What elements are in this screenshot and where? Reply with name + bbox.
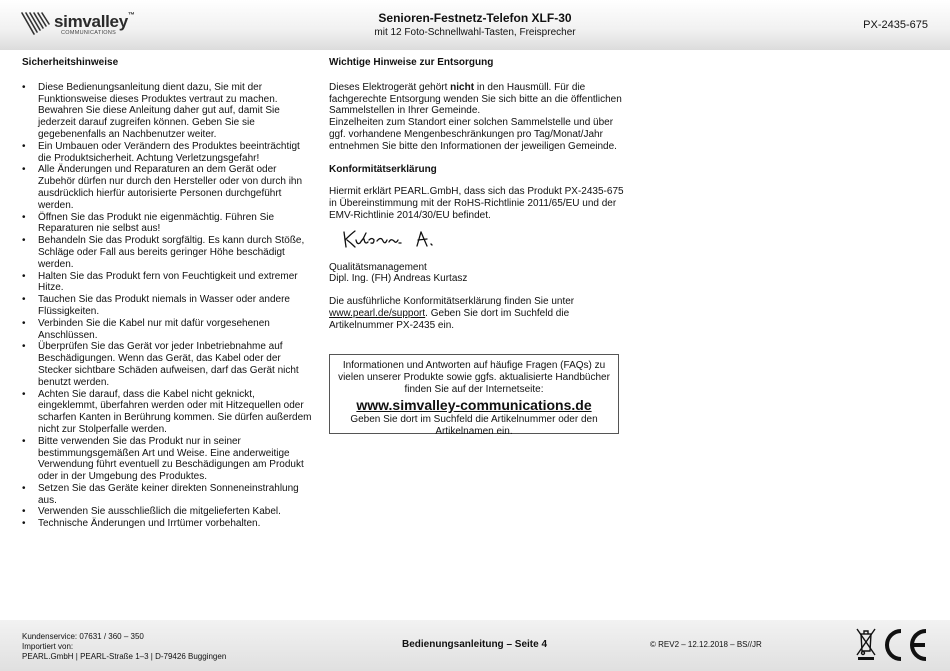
page-subtitle: mit 12 Foto-Schnellwahl-Tasten, Freisprecher bbox=[374, 27, 576, 38]
list-item: • Achten Sie darauf, dass die Kabel nicht geknickt, eingeklemmt, überfahren werden oder mit Hitzequellen oder scharfen Kanten in Berührung kommen. Sie dürfen außerdem nicht zur Stolperfalle werden. bbox=[22, 389, 312, 436]
handwritten-signature bbox=[341, 228, 451, 250]
website-link[interactable]: www.simvalley-communications.de bbox=[356, 397, 592, 413]
faq-outro: Geben Sie dort im Suchfeld die Artikelnummer oder den Artikelnamen ein. bbox=[350, 414, 598, 437]
faq-box bbox=[329, 354, 619, 437]
customer-service: Kundenservice: 07631 / 360 – 350 bbox=[22, 632, 144, 641]
ce-mark-icon bbox=[880, 628, 930, 662]
importer-address: PEARL.GmbH | PEARL-Straße 1–3 | D-79426 Buggingen bbox=[22, 652, 227, 661]
faq-intro: Informationen und Antworten auf häufige Fragen (FAQs) zu vielen unserer Produkte sowie ggfs. aktualisierte Handbücher finden Sie auf der Internetseite: bbox=[338, 360, 610, 395]
signature-image bbox=[341, 228, 624, 254]
list-item: • Bitte verwenden Sie das Produkt nur in seiner bestimmungsgemäßen Art und Weise. Eine anderweitige Verwendung führt eventuell zu Beschädigungen am Produkt oder in der Umgebung des Produktes. bbox=[22, 436, 312, 483]
conformity-heading: Konformitätserklärung bbox=[329, 163, 437, 175]
list-item: • Überprüfen Sie das Gerät vor jeder Inbetriebnahme auf Beschädigungen. Wenn das Gerät, das Kabel oder der Stecker sichtbare Schäden aufweisen, darf das Gerät nicht benutzt werden. bbox=[22, 341, 312, 388]
signatory-name: Dipl. Ing. (FH) Andreas Kurtasz bbox=[329, 273, 468, 285]
logo-subtitle: COMMUNICATIONS bbox=[61, 30, 117, 36]
page-header bbox=[0, 0, 950, 50]
info-section bbox=[329, 57, 624, 332]
list-item: • Halten Sie das Produkt fern von Feuchtigkeit und extremer Hitze. bbox=[22, 271, 312, 295]
disposal-details: Einzelheiten zum Standort einer solchen Sammelstelle und über ggf. vorhandene Mengenbeschränkungen pro Tag/Monat/Jahr entnehmen Sie bitte den Informationen der jeweiligen Gemeinde. bbox=[329, 117, 617, 152]
importer-label: Importiert von: bbox=[22, 642, 74, 651]
safety-heading: Sicherheitshinweise bbox=[22, 57, 119, 68]
list-item: • Verbinden Sie die Kabel nur mit dafür vorgesehenen Anschlüssen. bbox=[22, 318, 312, 342]
product-code: PX-2435-675 bbox=[863, 19, 928, 31]
revision-note: © REV2 – 12.12.2018 – BS//JR bbox=[650, 640, 762, 649]
list-item: • Technische Änderungen und Irrtümer vorbehalten. bbox=[22, 518, 312, 530]
conformity-details: Die ausführliche Konformitätserklärung finden Sie unter www.pearl.de/support. Geben Sie dort im Suchfeld die Artikelnummer PX-2435 ein. bbox=[329, 296, 575, 331]
disposal-text: Dieses Elektrogerät gehört nicht in den Hausmüll. Für die fachgerechte Entsorgung wenden Sie sich bitte an die öffentlichen Sammelstellen in Ihrer Gemeinde. bbox=[329, 81, 622, 117]
list-item: • Alle Änderungen und Reparaturen an dem Gerät oder Zubehör dürfen nur durch den Hersteller oder von durch ihn ausdrücklich hierfür autorisierte Personen durchgeführt werden. bbox=[22, 164, 312, 211]
simvalley-logo bbox=[20, 10, 140, 40]
safety-section bbox=[22, 57, 312, 530]
logo-brand: simvalley™ bbox=[54, 12, 135, 31]
page-number: Bedienungsanleitung – Seite 4 bbox=[402, 639, 548, 650]
page-footer bbox=[0, 620, 950, 671]
conformity-text: Hiermit erklärt PEARL.GmbH, dass sich das Produkt PX-2435-675 in Übereinstimmung mit der RoHS-Richtlinie 2011/65/EU und der EMV-Richtlinie 2014/30/EU befindet. bbox=[329, 186, 624, 221]
weee-bin-icon bbox=[856, 627, 876, 661]
list-item: • Tauchen Sie das Produkt niemals in Wasser oder andere Flüssigkeiten. bbox=[22, 294, 312, 318]
list-item: • Setzen Sie das Geräte keiner direkten Sonneneinstrahlung aus. bbox=[22, 483, 312, 507]
support-link[interactable]: www.pearl.de/support bbox=[329, 307, 426, 319]
page-title: Senioren-Festnetz-Telefon XLF-30 bbox=[378, 11, 572, 25]
footer-contact bbox=[22, 632, 226, 662]
signatory-role: Qualitätsmanagement bbox=[329, 261, 427, 273]
list-item: • Ein Umbauen oder Verändern des Produktes beeinträchtigt die Produktsicherheit. Achtung Verletzungsgefahr! bbox=[22, 141, 312, 165]
list-item: • Behandeln Sie das Produkt sorgfältig. Es kann durch Stöße, Schläge oder Fall aus bereits geringer Höhe beschädigt werden. bbox=[22, 235, 312, 270]
list-item: • Diese Bedienungsanleitung dient dazu, Sie mit der Funktionsweise dieses Produktes vertraut zu machen. Bewahren Sie diese Anleitung daher gut auf, damit Sie jederzeit darauf zugreifen können. Geben Sie sie gegebenenfalls an Nachbenutzer weiter. bbox=[22, 82, 312, 141]
list-item: • Öffnen Sie das Produkt nie eigenmächtig. Führen Sie Reparaturen nie selbst aus! bbox=[22, 212, 312, 236]
disposal-heading: Wichtige Hinweise zur Entsorgung bbox=[329, 57, 494, 68]
safety-list bbox=[22, 82, 312, 530]
list-item: • Verwenden Sie ausschließlich die mitgelieferten Kabel. bbox=[22, 506, 312, 518]
logo-swoosh-icon bbox=[20, 10, 56, 38]
